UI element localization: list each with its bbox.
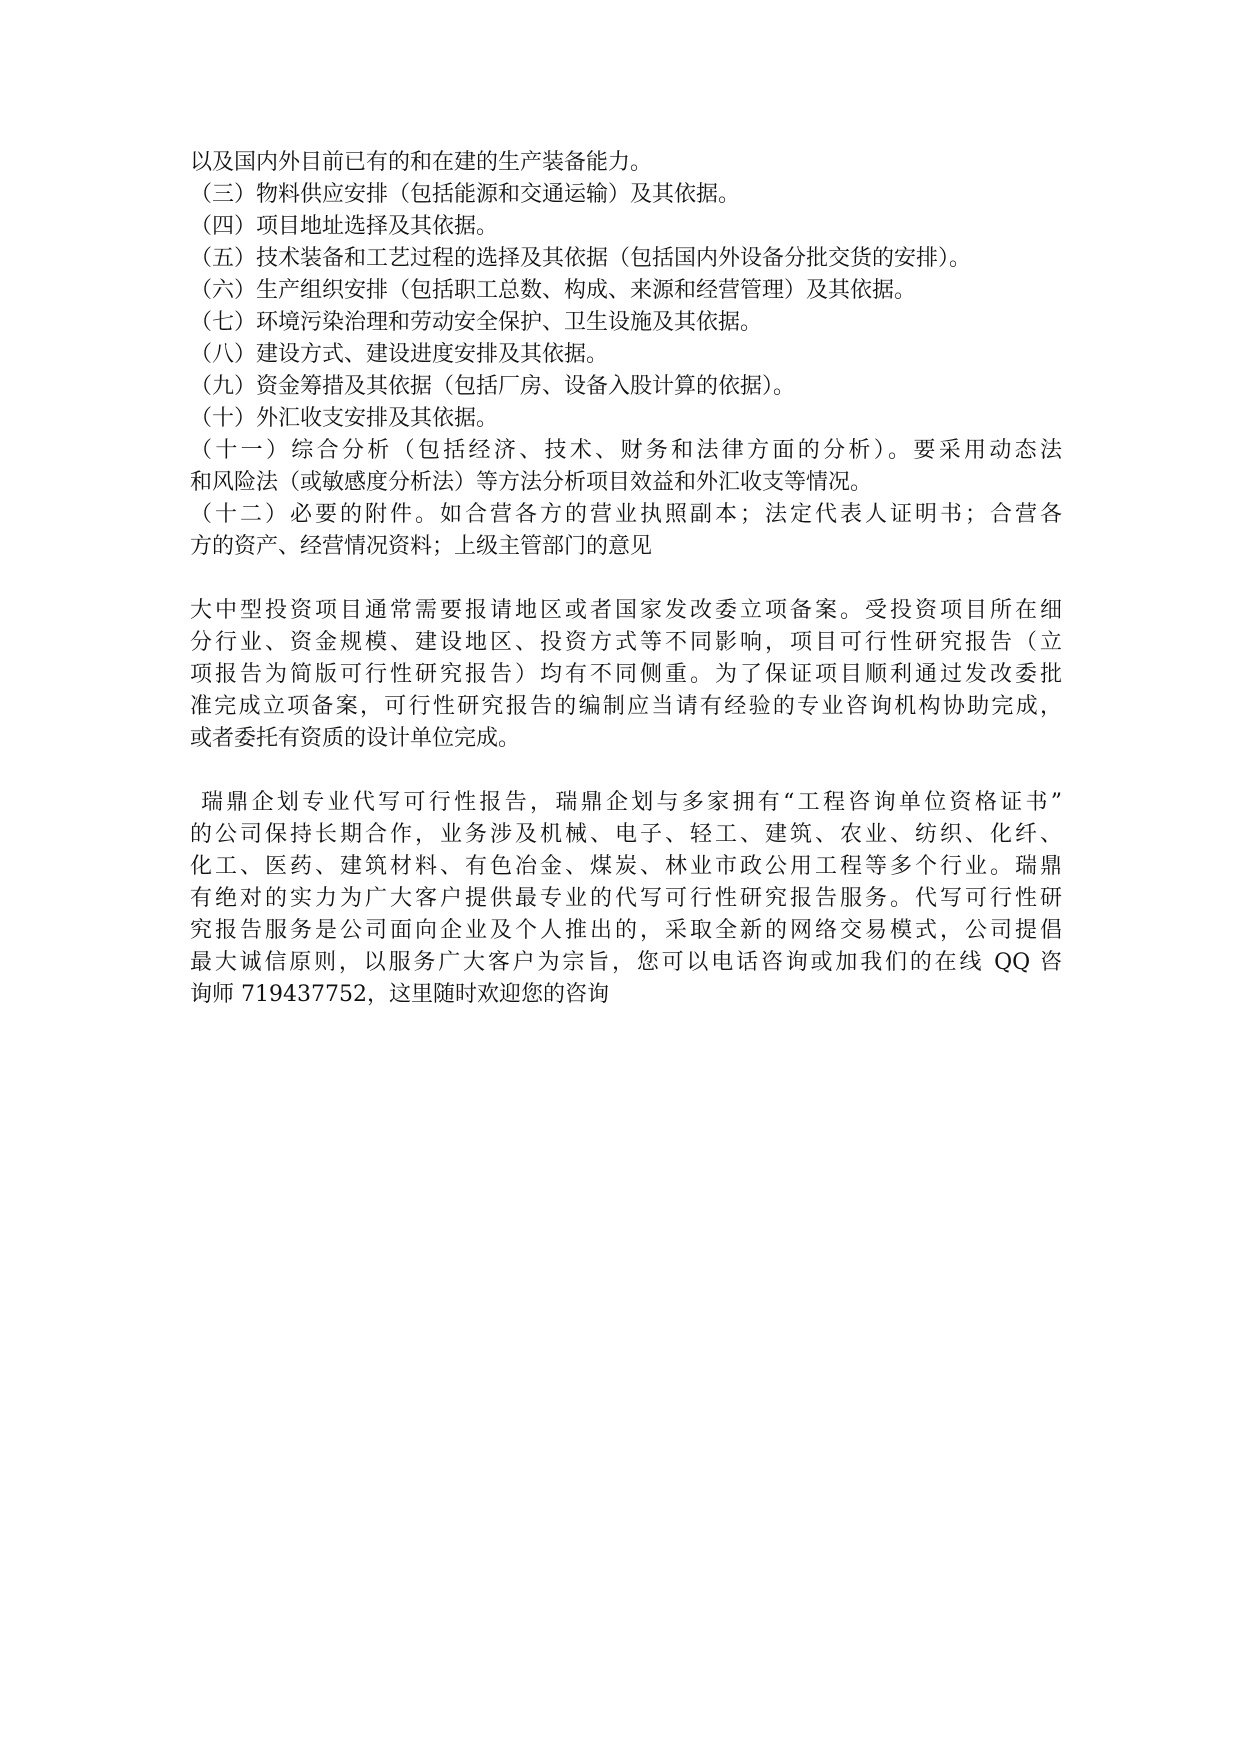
paragraph-line: 究报告服务是公司面向企业及个人推出的，采取全新的网络交易模式，公司提倡 — [190, 918, 1062, 943]
paragraph-line: 询师 719437752，这里随时欢迎您的咨询 — [190, 982, 609, 1007]
list-item-11-cont: 和风险法（或敏感度分析法）等方法分析项目效益和外汇收支等情况。 — [190, 470, 873, 495]
document-body — [190, 147, 1062, 1011]
list-item-12-cont: 方的资产、经营情况资料；上级主管部门的意见 — [190, 534, 653, 559]
paragraph-line: 或者委托有资质的设计单位完成。 — [190, 726, 521, 751]
list-item-11: （十一）综合分析（包括经济、技术、财务和法律方面的分析）。要采用动态法 — [190, 438, 1062, 463]
paragraph-line: 瑞鼎企划专业代写可行性报告，瑞鼎企划与多家拥有“工程咨询单位资格证书” — [201, 790, 1062, 815]
list-line: 以及国内外目前已有的和在建的生产装备能力。 — [190, 150, 653, 175]
list-item-12: （十二）必要的附件。如合营各方的营业执照副本；法定代表人证明书；合营各 — [190, 502, 1062, 527]
list-item-6: （六）生产组织安排（包括职工总数、构成、来源和经营管理）及其依据。 — [190, 278, 917, 303]
list-item-9: （九）资金筹措及其依据（包括厂房、设备入股计算的依据）。 — [190, 374, 796, 399]
paragraph-line: 项报告为简版可行性研究报告）均有不同侧重。为了保证项目顺利通过发改委批 — [190, 662, 1062, 687]
paragraph-line: 准完成立项备案，可行性研究报告的编制应当请有经验的专业咨询机构协助完成， — [190, 694, 1062, 719]
approval-paragraph — [190, 595, 1062, 755]
list-item-4: （四）项目地址选择及其依据。 — [190, 214, 499, 239]
list-item-8: （八）建设方式、建设进度安排及其依据。 — [190, 342, 609, 367]
paragraph-line: 分行业、资金规模、建设地区、投资方式等不同影响，项目可行性研究报告（立 — [190, 630, 1062, 655]
list-item-7: （七）环境污染治理和劳动安全保护、卫生设施及其依据。 — [190, 310, 763, 335]
list-item-10: （十）外汇收支安排及其依据。 — [190, 406, 499, 431]
list-item-5: （五）技术装备和工艺过程的选择及其依据（包括国内外设备分批交货的安排）。 — [190, 246, 972, 271]
list-item-3: （三）物料供应安排（包括能源和交通运输）及其依据。 — [190, 182, 741, 207]
paragraph-spacer — [190, 755, 1062, 787]
paragraph-line: 最大诚信原则，以服务广大客户为宗旨，您可以电话咨询或加我们的在线 QQ 咨 — [190, 950, 1062, 975]
paragraph-line: 有绝对的实力为广大客户提供最专业的代写可行性研究报告服务。代写可行性研 — [190, 886, 1062, 911]
paragraph-line: 大中型投资项目通常需要报请地区或者国家发改委立项备案。受投资项目所在细 — [190, 598, 1062, 623]
requirements-list — [190, 147, 1062, 563]
service-paragraph — [190, 787, 1062, 1011]
paragraph-line: 的公司保持长期合作，业务涉及机械、电子、轻工、建筑、农业、纺织、化纤、 — [190, 822, 1062, 847]
paragraph-spacer — [190, 563, 1062, 595]
paragraph-line: 化工、医药、建筑材料、有色冶金、煤炭、林业市政公用工程等多个行业。瑞鼎 — [190, 854, 1062, 879]
